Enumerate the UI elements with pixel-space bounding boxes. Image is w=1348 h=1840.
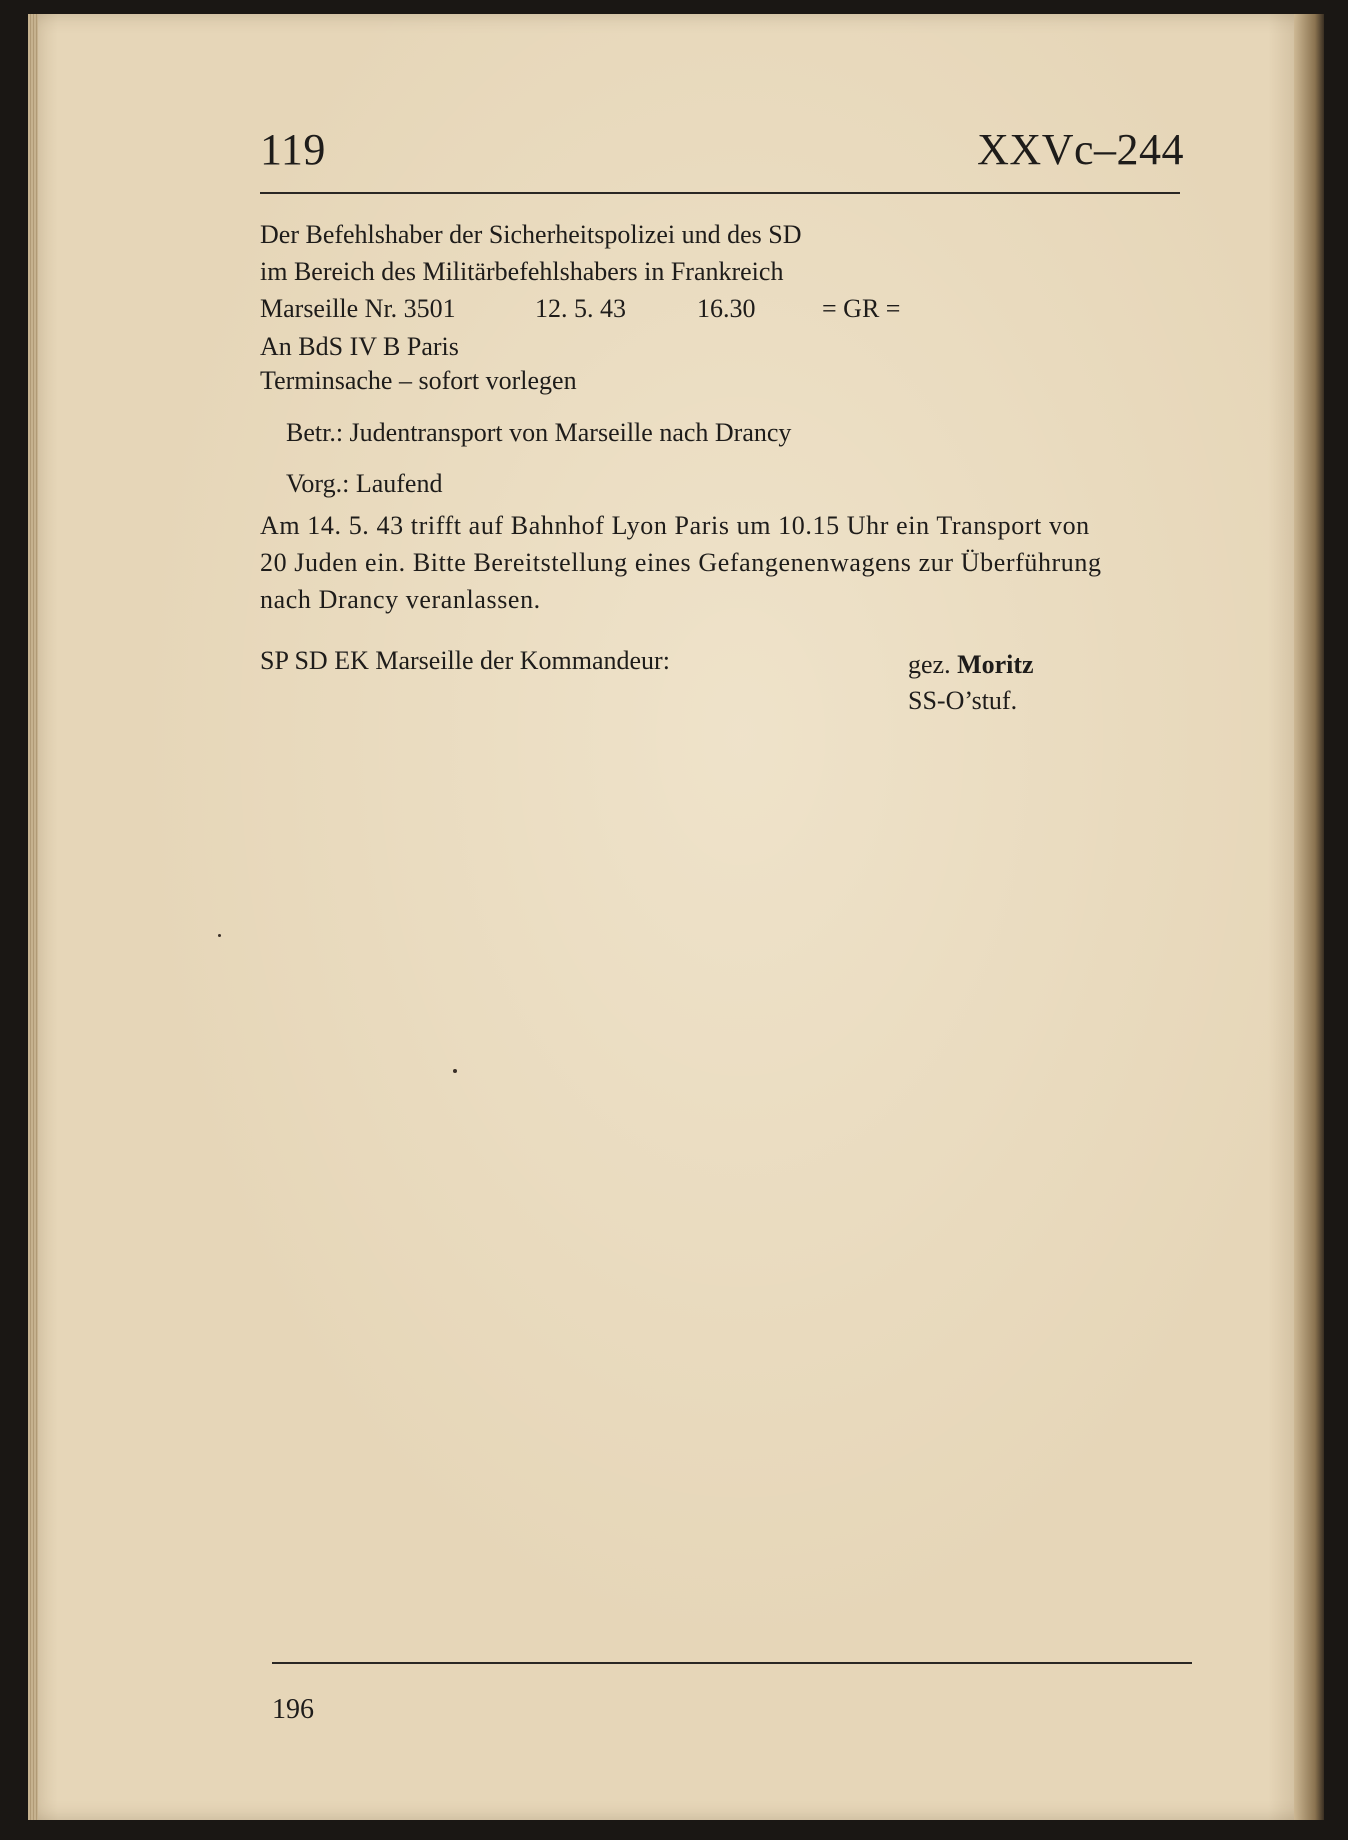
signatory-rank: SS-O’stuf. — [908, 686, 1018, 715]
letterhead-line1: Der Befehlshaber der Sicherheitspolizei und des SD — [260, 220, 802, 249]
book-page — [28, 14, 1324, 1820]
body-line1: Am 14. 5. 43 trifft auf Bahnhof Lyon Paris um 10.15 Uhr ein Transport von — [260, 511, 1090, 540]
telegram-time: 16.30 — [697, 294, 756, 323]
letterhead-line2: im Bereich des Militärbefehlshabers in Frankreich — [260, 257, 784, 286]
page-number: 119 — [260, 125, 326, 174]
document-id: XXVc–244 — [977, 125, 1184, 174]
telegram-code: = GR = — [822, 294, 901, 323]
signature-name-line — [908, 650, 1034, 680]
body-line2: 20 Juden ein. Bitte Bereitstellung eines Gefangenenwagens zur Überführung — [260, 548, 1102, 577]
signatory-name: Moritz — [957, 650, 1034, 679]
paper-speck — [218, 934, 221, 937]
book-page-number: 196 — [272, 1694, 314, 1725]
signature-prefix: gez. — [908, 650, 951, 679]
previous-correspondence: Vorg.: Laufend — [286, 469, 443, 498]
header-rule — [260, 192, 1180, 194]
book-spine-edge — [1294, 14, 1324, 1820]
telegram-date: 12. 5. 43 — [535, 294, 626, 323]
paper-speck — [453, 1069, 457, 1073]
footer-rule — [272, 1662, 1192, 1664]
page-stack-edge — [28, 14, 38, 1820]
sender-unit: SP SD EK Marseille der Kommandeur: — [260, 646, 670, 675]
telegram-header-row — [260, 294, 900, 324]
priority-note: Terminsache – sofort vorlegen — [260, 366, 577, 395]
telegram-number: Marseille Nr. 3501 — [260, 294, 456, 323]
body-line3: nach Drancy veranlassen. — [260, 585, 541, 614]
recipient: An BdS IV B Paris — [260, 332, 459, 361]
subject-line: Betr.: Judentransport von Marseille nach Drancy — [286, 418, 792, 447]
